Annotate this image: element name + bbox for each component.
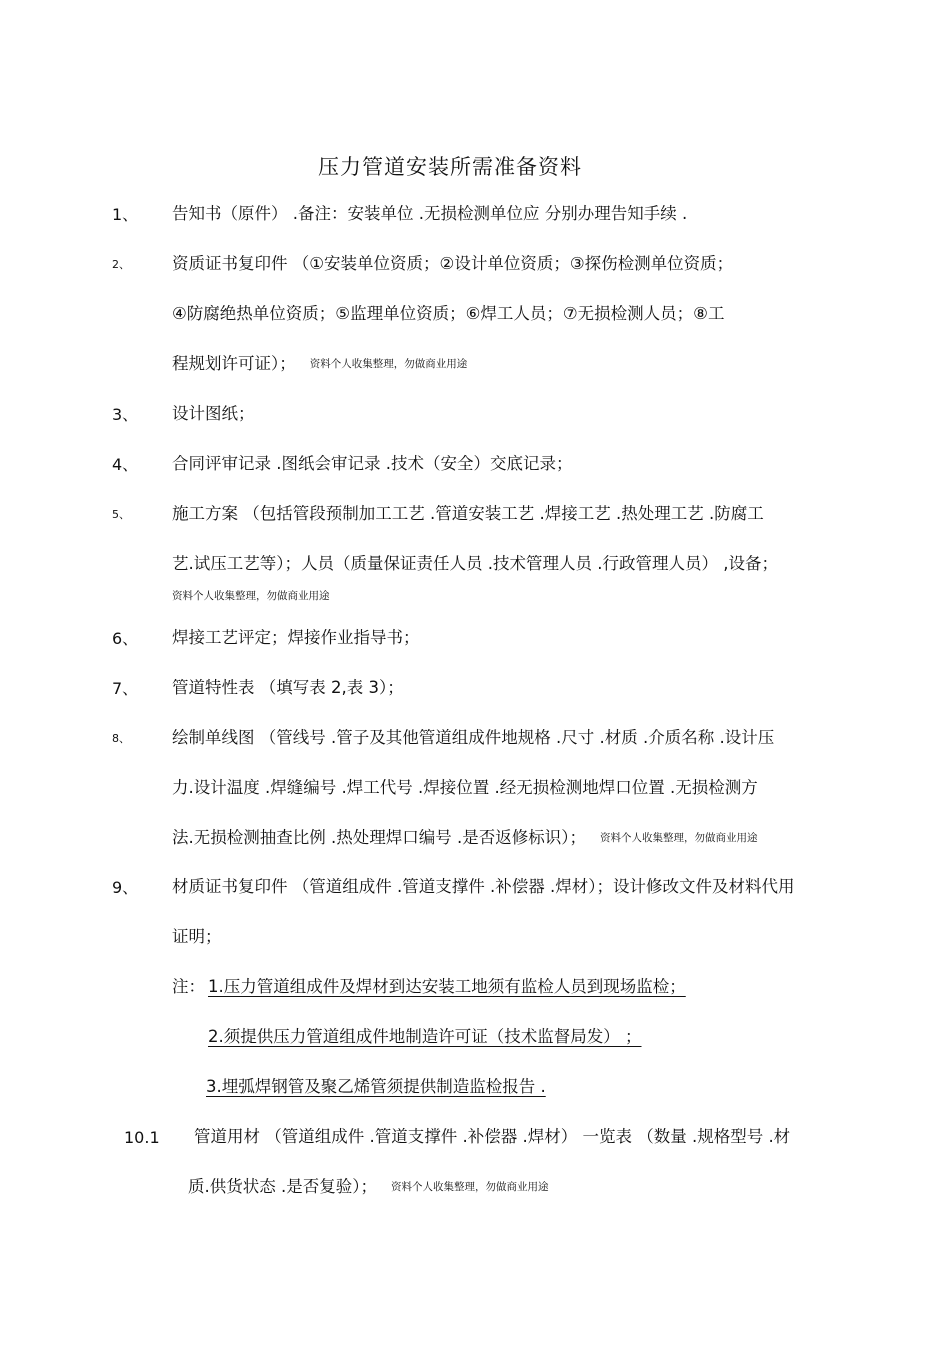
item-9-line-2: 证明； [172, 927, 222, 946]
item-9-number: 9、 [112, 878, 139, 897]
note-3: 3.埋弧焊钢管及聚乙烯管须提供制造监检报告 . [206, 1077, 546, 1096]
item-4-number: 4、 [112, 455, 139, 474]
item-5-line-2: 艺.试压工艺等）；人员（质量保证责任人员 .技术管理人员 .行政管理人员） ,设备； [172, 554, 778, 573]
item-8-line-3 [172, 830, 757, 847]
watermark-note: 资料个人收集整理，勿做商业用途 [391, 1181, 549, 1193]
item-2-line-2: ④防腐绝热单位资质；⑤监理单位资质；⑥焊工人员；⑦无损检测人员；⑧工 [172, 304, 725, 323]
item-2-number: 2、 [112, 258, 130, 271]
item-10-1-line-1: 管道用材 （管道组成件 .管道支撑件 .补偿器 .焊材） 一览表 （数量 .规格型号 .材 [194, 1127, 791, 1146]
item-6-number: 6、 [112, 629, 139, 648]
item-10-1-number: 10.1 [124, 1128, 160, 1147]
item-10-1-line-2 [188, 1179, 549, 1196]
item-8-line-3-text: 法.无损检测抽查比例 .热处理焊口编号 .是否返修标识）； [172, 828, 586, 847]
item-2-line-1: 资质证书复印件 （①安装单位资质；②设计单位资质；③探伤检测单位资质； [172, 254, 734, 273]
item-5-number: 5、 [112, 508, 130, 521]
item-8-number: 8、 [112, 732, 130, 745]
watermark-note: 资料个人收集整理，勿做商业用途 [309, 358, 468, 370]
watermark-note: 资料个人收集整理，勿做商业用途 [172, 590, 330, 602]
item-5-line-1: 施工方案 （包括管段预制加工工艺 .管道安装工艺 .焊接工艺 .热处理工艺 .防腐工 [172, 504, 764, 523]
notes-label: 注： [172, 977, 205, 996]
item-3-line-1: 设计图纸； [172, 404, 255, 423]
item-8-line-2: 力.设计温度 .焊缝编号 .焊工代号 .焊接位置 .经无损检测地焊口位置 .无损检测方 [172, 778, 758, 797]
item-9-line-1: 材质证书复印件 （管道组成件 .管道支撑件 .补偿器 .焊材）；设计修改文件及材料代用 [172, 877, 795, 896]
item-1-line-1: 告知书（原件） .备注：安装单位 .无损检测单位应 分别办理告知手续 . [172, 204, 688, 223]
item-10-1-line-2-text: 质.供货状态 .是否复验）； [188, 1177, 377, 1196]
item-8-line-1: 绘制单线图 （管线号 .管子及其他管道组成件地规格 .尺寸 .材质 .介质名称 .设计压 [172, 728, 775, 747]
watermark-note: 资料个人收集整理，勿做商业用途 [599, 832, 758, 844]
item-3-number: 3、 [112, 405, 139, 424]
item-6-line-1: 焊接工艺评定；焊接作业指导书； [172, 628, 420, 647]
page-title: 压力管道安装所需准备资料 [318, 155, 582, 179]
item-7-line-1: 管道特性表 （填写表 2,表 3）； [172, 678, 404, 697]
item-1-number: 1、 [112, 205, 139, 224]
item-2-line-3 [172, 356, 467, 373]
item-4-line-1: 合同评审记录 .图纸会审记录 .技术（安全）交底记录； [172, 454, 573, 473]
note-2: 2.须提供压力管道组成件地制造许可证（技术监督局发） ； [208, 1027, 642, 1046]
item-2-line-3-text: 程规划许可证）； [172, 354, 296, 373]
item-7-number: 7、 [112, 679, 139, 698]
note-1: 1.压力管道组成件及焊材到达安装工地须有监检人员到现场监检； [208, 977, 686, 996]
